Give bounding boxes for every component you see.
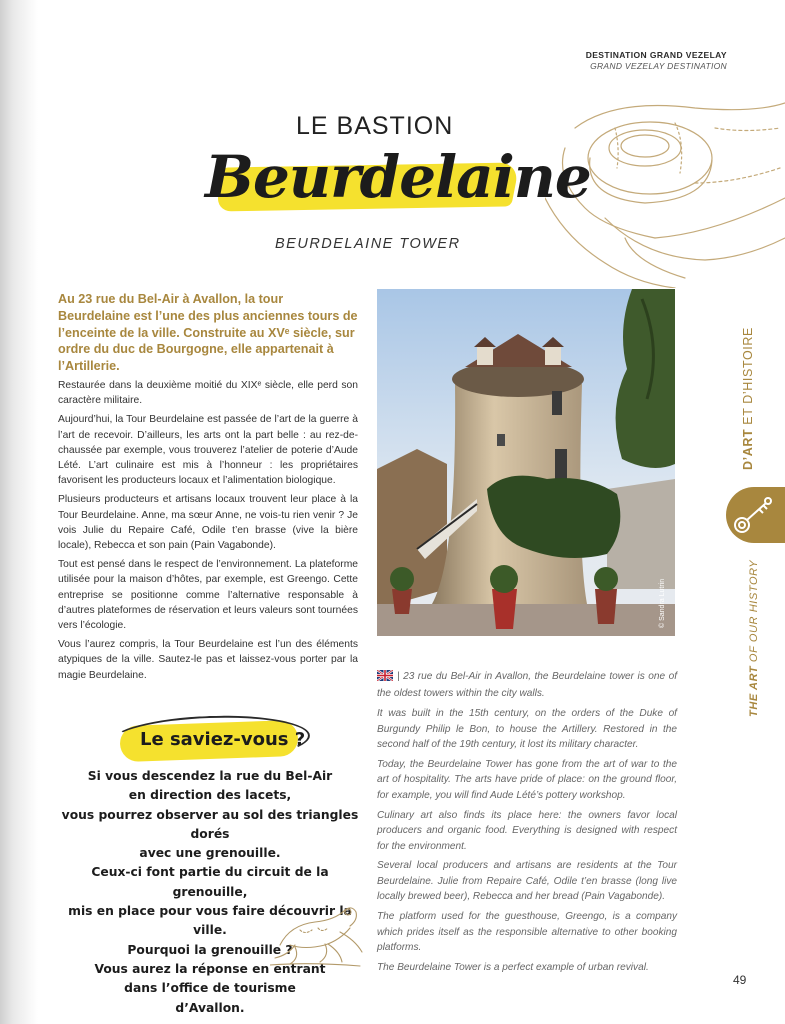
header-line-fr: DESTINATION GRAND VEZELAY bbox=[585, 50, 727, 60]
body-paragraph-en: The Beurdelaine Tower is a perfect example of urban revival. bbox=[377, 961, 649, 973]
body-paragraph: Restaurée dans la deuxième moitié du XIXᵉ siècle, elle perd son caractère militaire. bbox=[58, 380, 358, 407]
saviez-text bbox=[60, 767, 360, 1018]
body-paragraph-en: Culinary art also finds its place here: the owners favor local producers and organic food. Everything is designed with respect for the environment. bbox=[377, 809, 677, 852]
section-label-fr-rest: ET D’HISTOIRE bbox=[741, 327, 755, 429]
body-paragraph-en: Today, the Beurdelaine Tower has gone from the art of war to the art of hospitality. The arts have pride of place: on the ground floor, for example, you will find Aude Lété’s pottery workshop. bbox=[377, 759, 677, 801]
body-paragraph-en: It was built in the 15th century, on the orders of the Duke of Burgundy Philip le Bon, to house the Artillery. Restored in the second half of the 19th century, it lost its military character. bbox=[377, 708, 677, 751]
body-paragraph-en: | 23 rue du Bel-Air in Avallon, the Beurdelaine tower is one of the oldest towers within the city walls. bbox=[377, 671, 677, 700]
section-tab bbox=[726, 487, 785, 543]
body-paragraph: Aujourd’hui, la Tour Beurdelaine est passée de l’art de la guerre à l’art de recevoir. D’ailleurs, les arts ont la part belle : au rez-de-chaussée par exemple, vous trouverez l’atelier de poterie d’Aude Lété. L’art culinaire est mis à l’honneur : les propriétaires favorisent les producteurs locaux et l’alimentation biologique. bbox=[58, 414, 358, 487]
body-text-fr bbox=[58, 378, 358, 687]
saviez-line: avec une grenouille. bbox=[139, 846, 281, 861]
section-label-fr bbox=[741, 327, 755, 470]
intro-paragraph: Au 23 rue du Bel-Air à Avallon, la tour Beurdelaine est l’une des plus anciennes tours de l’enceinte de la ville. Construite au XVᵉ siècle, sur ordre du duc de Bourgogne, elle appartenait à l’Artillerie. bbox=[58, 292, 358, 374]
saviez-line: dans l’office de tourisme bbox=[124, 981, 296, 996]
photo-credit: © Sandra Lutrin bbox=[659, 578, 666, 628]
saviez-line: vous pourrez observer au sol des triangles dorés bbox=[61, 807, 359, 841]
page-title-script: Beurdelaine bbox=[205, 143, 591, 211]
body-paragraph-en: Several local producers and artisans are residents at the Tour Beurdelaine. Julie from Repaire Café, Odile t’en brasse (long live locally brewed beer), Rebecca and her bread (Pain Vagabonde). bbox=[377, 860, 677, 903]
saviez-line: d’Avallon. bbox=[175, 1000, 245, 1015]
saviez-line: en direction des lacets, bbox=[128, 788, 292, 803]
saviez-line: Vous aurez la réponse en entrant bbox=[94, 961, 326, 976]
body-paragraph-en: The platform used for the guesthouse, Greengo, is a company which prides itself as the responsible alternative to other booking platforms. bbox=[377, 911, 677, 953]
saviez-line: Si vous descendez la rue du Bel-Air bbox=[87, 769, 333, 783]
saviez-line: mis en place pour vous faire découvrir la ville. bbox=[68, 904, 352, 938]
section-label-en-rest: OF OUR HISTORY bbox=[748, 559, 760, 666]
destination-header bbox=[586, 50, 727, 71]
body-paragraph: Vous l’aurez compris, la Tour Beurdelaine est l’un des éléments atypiques de la ville. Sautez-le pas et laissez-vous porter par la magie Beurdelaine. bbox=[58, 639, 358, 681]
section-label-en bbox=[748, 560, 760, 717]
saviez-line: Ceux-ci font partie du circuit de la grenouille, bbox=[91, 865, 329, 899]
header-line-en: GRAND VEZELAY DESTINATION bbox=[590, 61, 727, 71]
page-subtitle: BEURDELAINE TOWER bbox=[275, 236, 461, 252]
key-icon bbox=[726, 487, 785, 543]
section-label-en-bold: THE ART bbox=[748, 665, 760, 717]
saviez-line: Pourquoi la grenouille ? bbox=[127, 942, 293, 957]
uk-flag-icon bbox=[377, 670, 393, 686]
section-label-fr-bold: D’ART bbox=[741, 428, 755, 470]
tower-photo bbox=[377, 289, 675, 636]
saviez-title: Le saviez-vous ? bbox=[140, 729, 306, 750]
body-paragraph: Plusieurs producteurs et artisans locaux trouvent leur place à la Tour Beurdelaine. Anne, ma sœur Anne, ne vois-tu rien venir ? Je vois Julie du Repaire Café, Odile t’en brasse (vive la bière locale), Rebecca et son pain (Pain Vagabonde). bbox=[58, 494, 358, 552]
body-paragraph-en-text: 23 rue du Bel-Air in Avallon, the Beurdelaine tower is one of the oldest towers within the city walls. bbox=[377, 671, 677, 700]
body-paragraph: Tout est pensé dans le respect de l’environnement. La plateforme utilisée pour la maison d’hôtes, par exemple, est Greengo. Cette entreprise se positionne comme l’alternative responsable à d’autres plateformes de réservation et leurs valeurs sont tournées vers l’écologie. bbox=[58, 559, 358, 632]
page-gutter-shadow bbox=[0, 0, 38, 1024]
body-text-en bbox=[377, 669, 677, 980]
page-number: 49 bbox=[733, 973, 747, 987]
frog-illustration bbox=[270, 900, 365, 970]
page-title-top: LE BASTION bbox=[296, 112, 454, 140]
